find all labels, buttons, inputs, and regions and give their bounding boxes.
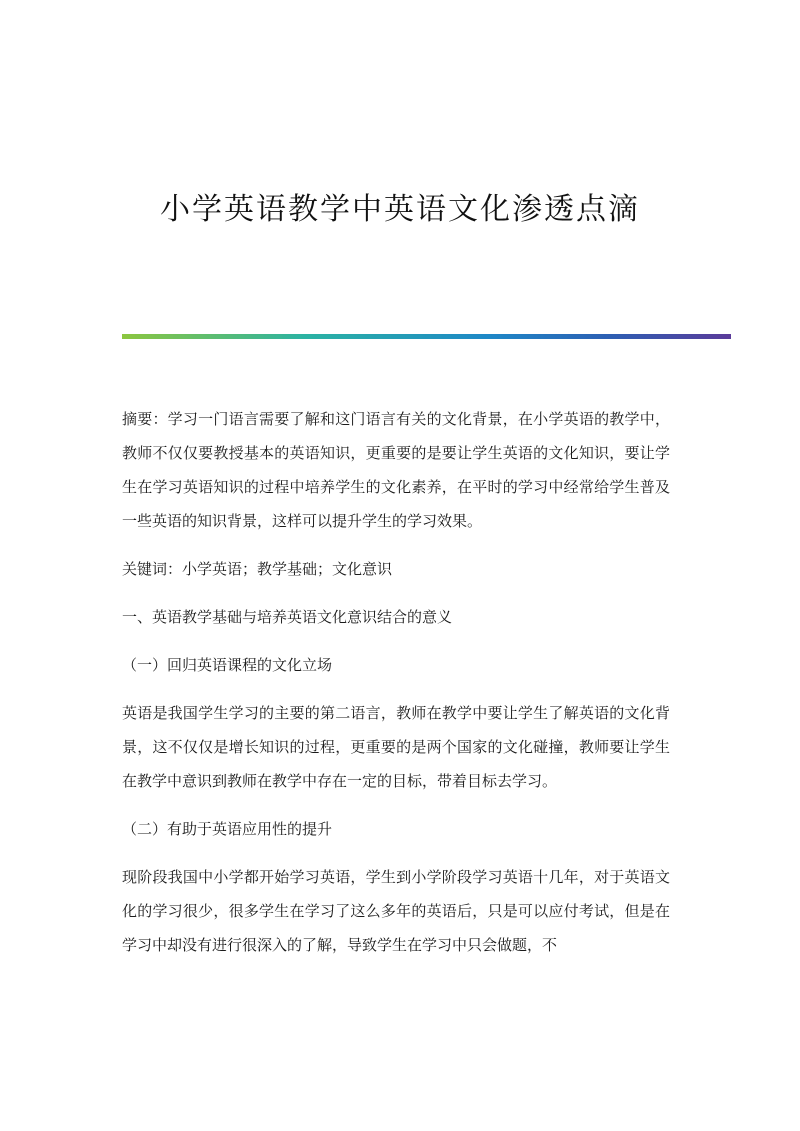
subsection-paragraph-2: 现阶段我国中小学都开始学习英语，学生到小学阶段学习英语十几年，对于英语文化的学习很少，很多学生在学习了这么多年的英语后，只是可以应付考试，但是在学习中却没有进行很深入的了解，导致学生在学习中只会做题，不 — [122, 868, 670, 954]
subsection-heading-2: （二）有助于英语应用性的提升 — [122, 820, 333, 838]
abstract-paragraph: 摘要：学习一门语言需要了解和这门语言有关的文化背景，在小学英语的教学中，教师不仅仅要教授基本的英语知识，更重要的是要让学生英语的文化知识，要让学生在学习英语知识的过程中培养学生的文化素养，在平时的学习中经常给学生普及一些英语的知识背景，这样可以提升学生的学习效果。 — [122, 410, 670, 530]
keywords-line: 关键词：小学英语；教学基础；文化意识 — [122, 560, 393, 578]
document-body — [122, 402, 670, 962]
subsection-paragraph-1: 英语是我国学生学习的主要的第二语言，教师在教学中要让学生了解英语的文化背景，这不仅仅是增长知识的过程，更重要的是两个国家的文化碰撞，教师要让学生在教学中意识到教师在教学中存在一定的目标，带着目标去学习。 — [122, 704, 670, 790]
subsection-heading-1: （一）回归英语课程的文化立场 — [122, 656, 333, 674]
section-heading: 一、英语教学基础与培养英语文化意识结合的意义 — [122, 608, 453, 626]
title-divider — [122, 334, 731, 339]
page-title: 小学英语教学中英语文化渗透点滴 — [160, 192, 640, 227]
